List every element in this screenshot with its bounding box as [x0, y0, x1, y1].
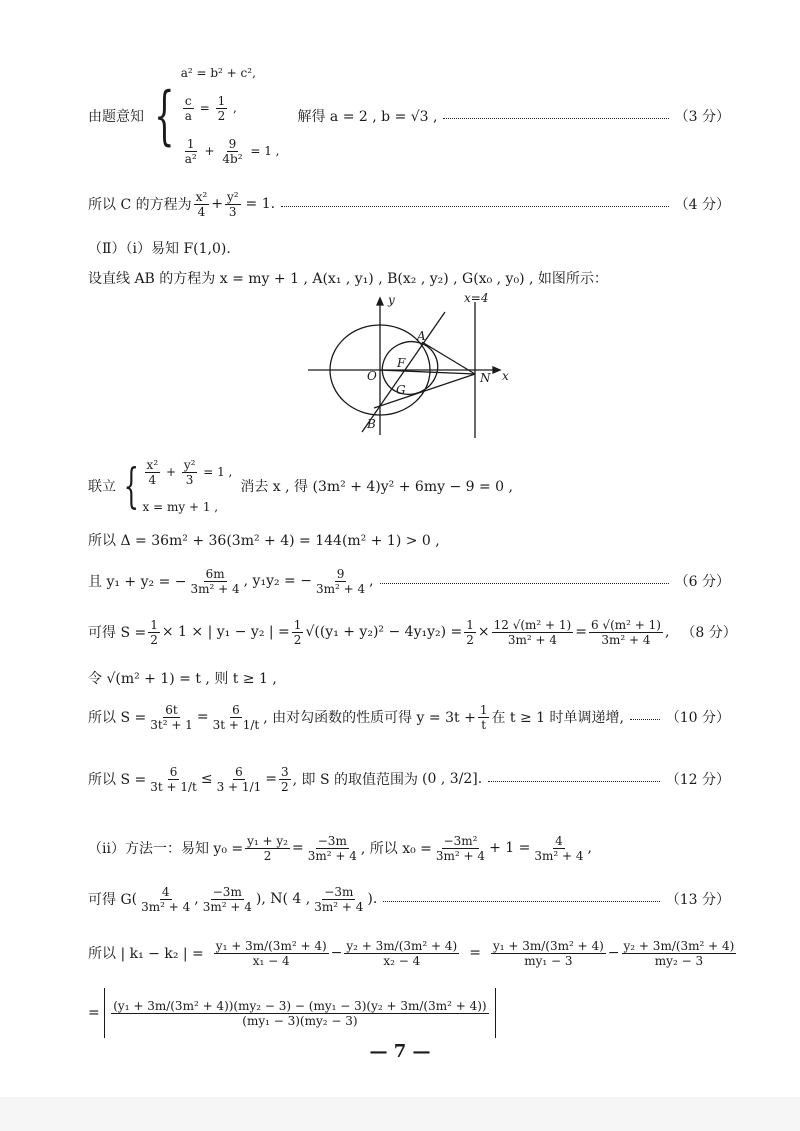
text: 所以 Δ = 36m² + 36(3m² + 4) = 144(m² + 1) > 0 ,	[88, 533, 440, 549]
line-discriminant	[88, 530, 730, 550]
text: 所以 S =	[88, 772, 147, 788]
circle-G	[374, 333, 447, 404]
text: 消去 x , 得 (3m² + 4)y² + 6my − 9 = 0 ,	[240, 479, 513, 495]
text: = 1.	[245, 196, 276, 212]
text: 联立	[88, 479, 116, 495]
line-substitute	[88, 668, 730, 688]
label-y: y	[388, 293, 395, 307]
solve-text: 解得 a = 2 , b = √3 ,	[297, 109, 438, 125]
text: 令 √(m² + 1) = t , 则 t ≥ 1 ,	[88, 671, 277, 687]
bottom-strip	[0, 1097, 800, 1131]
text: x = my + 1 ,	[142, 500, 219, 514]
score: （10 分）	[665, 710, 730, 726]
line-vieta: 且 y₁ + y₂ = − $\frac{6m}{\text{3m² + 4}}$ , y₁y₂ = − $\frac{9}{\text{3m² + 4}}$ , （6 分）	[88, 566, 730, 596]
text: 所以 | k₁ − k₂ | =	[88, 946, 204, 962]
label-B: B	[367, 417, 376, 431]
score: （4 分）	[674, 197, 730, 213]
line-part2	[88, 238, 730, 258]
score: （8 分）	[681, 625, 737, 641]
line-slope-expand: = $\frac{\text{(y₁ + 3m/(3m² + 4))(my₂ − 3) − (my₁ − 3)(y₂ + 3m/(3m² + 4))}}{\text{(my₁ − 3)(my₂ − 3)}}$	[88, 988, 730, 1038]
text: , 所以 x₀ =	[360, 841, 432, 857]
lead-text: 由题意知	[88, 109, 144, 125]
text: （ⅱ）方法一：易知 y₀ =	[88, 841, 244, 857]
text: 所以 S =	[88, 710, 147, 726]
score: （12 分）	[665, 772, 730, 788]
text: 在 t ≥ 1 时单调递增,	[491, 710, 624, 726]
text: =	[265, 771, 277, 787]
text: 设直线 AB 的方程为 x = my + 1 , A(x₁ , y₁) , B(x₂ , y₂) , G(x₀ , y₀) , 如图所示：	[88, 271, 608, 287]
text: + 1 =	[489, 840, 531, 856]
text: , 由对勾函数的性质可得 y = 3t +	[263, 710, 476, 726]
line-points: 可得 G ( $\frac{4}{\text{3m² + 4}}$ , $\frac{-3m}{\text{3m² + 4}}$ ) , N ( 4 , $\frac{-3m}{\text{3m² + 4}}$ ). （13 分）	[88, 884, 730, 914]
line-area: 可得 S = $\frac{1}{2}$ × 1 × | y₁ − y₂ | = $\frac{1}{2}$ √((y₁ + y₂)² − 4y₁y₂) = $\frac{1}{2}$ × $\frac{\text{12 √(m² + 1)}}{\text{3m² + 4}}$ = $\frac{\text{6 √(m² + 1)}}{\text{3m² + 4}}$ , （8 分）	[88, 617, 737, 647]
line-combine: 联立 { $\frac{\text{x²}}{4}$ + $\frac{\text{y²}}{3}$ = 1 , x = my + 1 , 消去 x , 得 (3m² + 4)y² + 6my − 9 = 0 ,	[88, 458, 513, 514]
line-setup	[88, 268, 730, 288]
line-range: 所以 S = $\frac{6}{3t + 1/t}$ ≤ $\frac{6}{3 + 1/1}$ = $\frac{3}{2}$ , 即 S 的取值范围为 (0 , 3/2]. （12 分）	[88, 764, 730, 794]
geometry-figure	[300, 290, 530, 440]
text: 可得 G	[88, 892, 132, 908]
text: 所以 C 的方程为	[88, 197, 192, 213]
label-F: F	[397, 356, 406, 370]
line-ellipse-equation: 所以 C 的方程为 $\frac{\text{x²}}{4}$ + $\frac{\text{y²}}{3}$ = 1. （4 分）	[88, 189, 730, 219]
text: =	[88, 1005, 100, 1021]
label-x4: x=4	[464, 291, 489, 305]
label-G: G	[396, 383, 406, 397]
page-number: — 7 —	[369, 1041, 431, 1062]
text: √((y₁ + y₂)² − 4y₁y₂) =	[305, 624, 463, 640]
text: （Ⅱ）（ⅰ）易知 F(1,0).	[88, 241, 231, 257]
y-arrow	[377, 298, 383, 305]
label-A: A	[417, 329, 426, 343]
label-x: x	[502, 369, 509, 383]
text: × 1 × | y₁ − y₂ | =	[161, 624, 290, 640]
text: (0 , 3/2].	[422, 771, 483, 787]
text: , 即 S 的取值范围为	[292, 772, 419, 788]
equation-system: { a² = b² + c², $\frac{c}{a}$ = $\frac{1}{2}$ , $\frac{1}{\text{a²}}$ + $\frac{9}{\text{4b²}}$ = 1 ,	[154, 66, 280, 166]
score: （13 分）	[665, 892, 730, 908]
text: 可得 S =	[88, 625, 147, 641]
line-method1: （ⅱ）方法一：易知 y₀ = $\frac{\text{y₁ + y₂}}{2}$ = $\frac{-3m}{\text{3m² + 4}}$ , 所以 x₀ = $\frac{\text{−3m²}}{\text{3m² + 4}}$ + 1 = $\frac{4}{\text{3m² + 4}}$ ,	[88, 833, 592, 863]
line-monotonic: 所以 S = $\frac{6t}{\text{3t² + 1}}$ = $\frac{6}{3t + 1/t}$ , 由对勾函数的性质可得 y = 3t + $\frac{1}{t}$ 在 t ≥ 1 时单调递增, （10 分）	[88, 702, 730, 732]
score: （3 分）	[674, 109, 730, 125]
line-slope-diff: 所以 | k₁ − k₂ | = $\frac{\text{y₁ + 3m/(3m² + 4)}}{\text{x₁ − 4}}$ − $\frac{\text{y₂ + 3m/(3m² + 4)}}{\text{x₂ − 4}}$ = $\frac{\text{y₁ + 3m/(3m² + 4)}}{\text{my₁ − 3}}$ − $\frac{\text{y₂ + 3m/(3m² + 4)}}{\text{my₂ − 3}}$	[88, 938, 735, 968]
segment-BN	[374, 374, 475, 408]
label-O: O	[367, 369, 377, 383]
text: , y₁y₂ = −	[243, 573, 312, 589]
text: 且 y₁ + y₂ = −	[88, 574, 187, 590]
score: （6 分）	[674, 574, 730, 590]
text: , N	[261, 891, 283, 907]
x-arrow	[493, 367, 500, 373]
line-given-conditions	[88, 62, 730, 170]
label-N: N	[480, 371, 491, 385]
